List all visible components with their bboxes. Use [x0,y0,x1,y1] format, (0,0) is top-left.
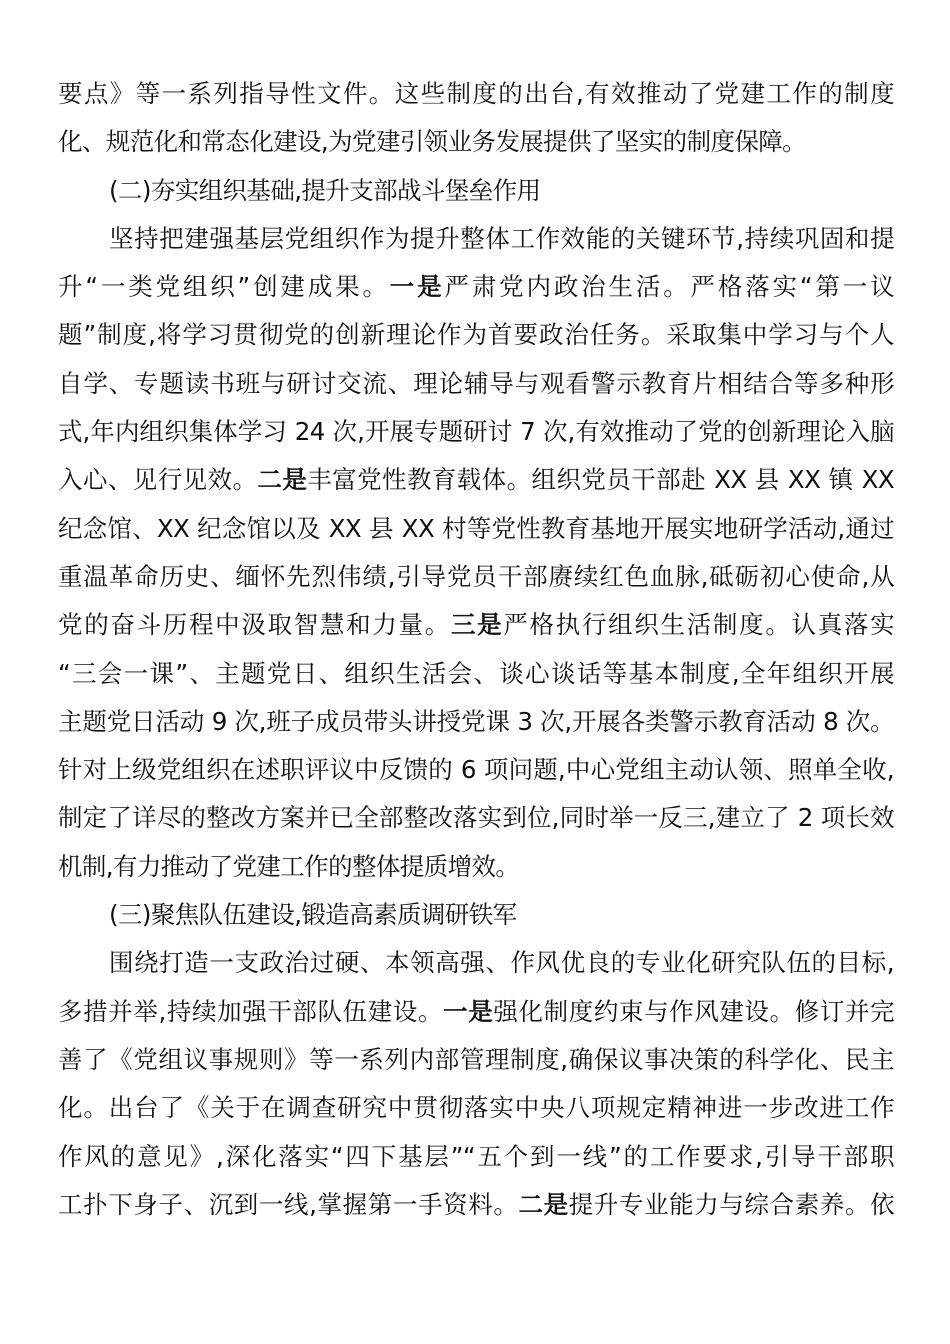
text-segment: 升“一类党组织”创建成果。 [58,272,390,302]
paragraph-line [58,1084,894,1132]
paragraph-line [58,650,894,698]
text-segment: 式,年内组织集体学习 24 次,开展专题研讨 7 次,有效推动了党的创新理论入脑 [58,417,894,447]
text-segment: (三)聚焦队伍建设,锻造高素质调研铁军 [109,900,517,930]
paragraph-line [58,1133,894,1181]
paragraph-line [58,456,894,504]
text-segment: 入心、见行见效。 [58,465,258,495]
paragraph-line [58,843,894,891]
section-heading [58,891,894,939]
paragraph-line [58,360,894,408]
text-segment: 强化制度约束与作风建设。修订并完 [493,996,894,1026]
text-segment: 丰富党性教育载体。组织党员干部赴 XX 县 XX 镇 XX [307,465,895,495]
section-heading [58,167,894,215]
paragraph-line [58,988,894,1036]
text-segment: 严格执行组织生活制度。认真落实 [503,610,895,640]
bold-lead-phrase: 一是 [443,996,494,1026]
paragraph-line [58,1181,894,1229]
paragraph-line [58,311,894,359]
text-segment: 工扑下身子、沉到一线,掌握第一手资料。 [58,1189,519,1219]
text-segment: 善了《党组议事规则》等一系列内部管理制度,确保议事决策的科学化、民主 [58,1044,894,1074]
text-segment: 化。出台了《关于在调查研究中贯彻落实中央八项规定精神进一步改进工作 [58,1093,894,1123]
paragraph-line [58,698,894,746]
bold-lead-phrase: 一是 [389,272,445,302]
text-segment: 围绕打造一支政治过硬、本领高强、作风优良的专业化研究队伍的目标, [109,948,894,978]
paragraph-line [58,118,894,166]
paragraph-line [58,601,894,649]
text-segment: 纪念馆、XX 纪念馆以及 XX 县 XX 村等党性教育基地开展实地研学活动,通过 [58,513,894,543]
paragraph-line [58,70,894,118]
text-segment: 重温革命历史、缅怀先烈伟绩,引导党员干部赓续红色血脉,砥砺初心使命,从 [58,561,894,591]
document-page [58,70,894,1229]
paragraph-line [58,263,894,311]
text-segment: 主题党日活动 9 次,班子成员带头讲授党课 3 次,开展各类警示教育活动 8 次。 [58,706,894,736]
paragraph-line [58,408,894,456]
paragraph-first-line [58,939,894,987]
text-segment: 针对上级党组织在述职评议中反馈的 6 项问题,中心党组主动认领、照单全收, [58,755,894,785]
text-segment: 自学、专题读书班与研讨交流、理论辅导与观看警示教育片相结合等多种形 [58,368,894,398]
text-segment: 多措并举,持续加强干部队伍建设。 [58,996,444,1026]
text-segment: 制定了详尽的整改方案并已全部整改落实到位,同时举一反三,建立了 2 项长效 [58,803,894,833]
paragraph-line [58,553,894,601]
bold-lead-phrase: 二是 [257,465,308,495]
bold-lead-phrase: 三是 [450,610,504,640]
paragraph-line [58,505,894,553]
text-segment: 题”制度,将学习贯彻党的创新理论作为首要政治任务。采取集中学习与个人 [58,320,894,350]
text-segment: 化、规范化和常态化建设,为党建引领业务发展提供了坚实的制度保障。 [58,127,807,157]
text-segment: 提升专业能力与综合素养。依 [568,1189,894,1219]
bold-lead-phrase: 二是 [518,1189,569,1219]
text-segment: 要点》等一系列指导性文件。这些制度的出台,有效推动了党建工作的制度 [58,79,894,108]
paragraph-line [58,746,894,794]
text-segment: 党的奋斗历程中汲取智慧和力量。 [58,610,451,640]
text-segment: 严肃党内政治生活。严格落实“第一议 [444,272,894,302]
text-segment: 机制,有力推动了党建工作的整体提质增效。 [58,851,520,881]
text-segment: “三会一课”、主题党日、组织生活会、谈心谈话等基本制度,全年组织开展 [58,658,894,688]
paragraph-line [58,794,894,842]
paragraph-line [58,1036,894,1084]
paragraph-first-line [58,215,894,263]
text-segment: (二)夯实组织基础,提升支部战斗堡垒作用 [109,175,541,205]
text-segment: 坚持把建强基层党组织作为提升整体工作效能的关键环节,持续巩固和提 [109,223,894,253]
text-segment: 作风的意见》,深化落实“四下基层”“五个到一线”的工作要求,引导干部职 [58,1141,894,1171]
